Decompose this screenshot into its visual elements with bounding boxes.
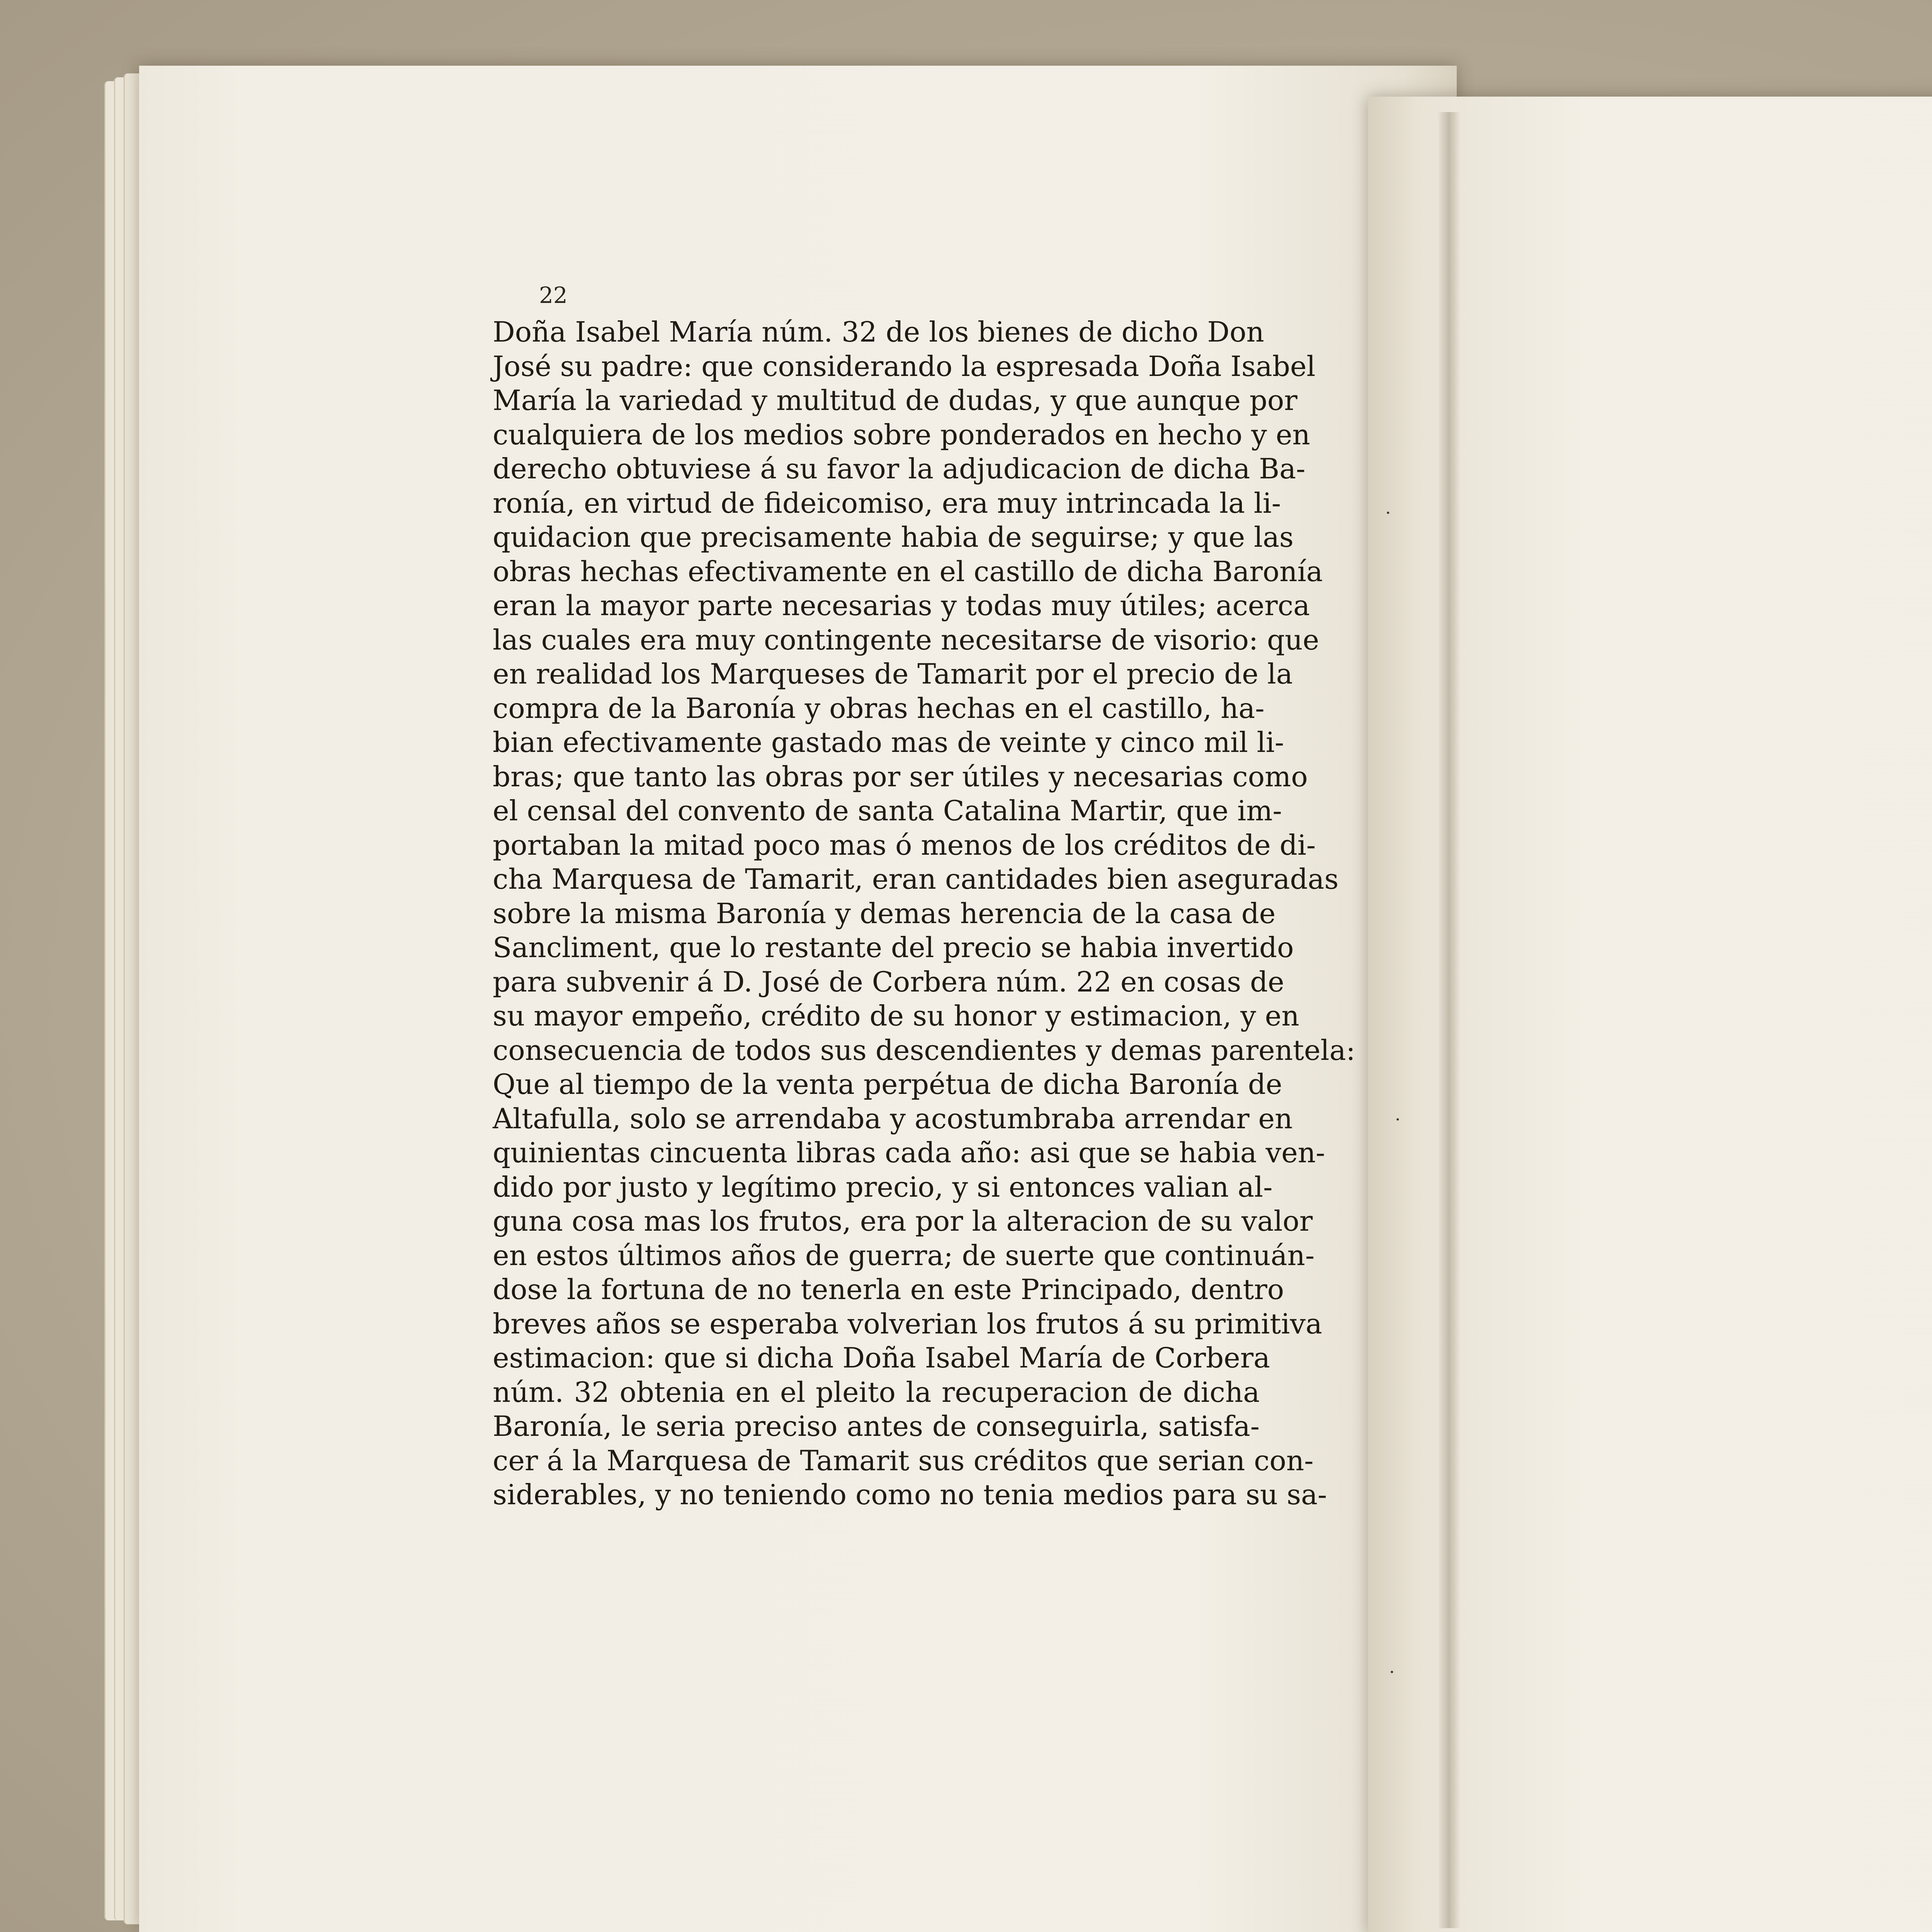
margin-mark: · — [1395, 1109, 1401, 1130]
text-line: Sancliment, que lo restante del precio se habia invertido — [493, 931, 1294, 964]
text-line: su mayor empeño, crédito de su honor y estimacion, y en — [493, 1000, 1299, 1032]
text-line: bras; que tanto las obras por ser útiles y necesarias como — [493, 760, 1308, 793]
text-line: estimacion: que si dicha Doña Isabel María de Corbera — [493, 1342, 1270, 1374]
text-line: portaban la mitad poco mas ó menos de los créditos de di- — [493, 828, 1316, 861]
text-line: núm. 32 obtenia en el pleito la recuperacion de dicha — [493, 1376, 1260, 1408]
text-line: cualquiera de los medios sobre ponderados en hecho y en — [493, 418, 1310, 451]
margin-mark: · — [1385, 502, 1391, 523]
left-page-body — [493, 315, 1355, 1512]
text-line: siderables, y no teniendo como no tenia medios para su sa- — [493, 1478, 1327, 1511]
text-line: para subvenir á D. José de Corbera núm. 22 en cosas de — [493, 965, 1284, 998]
text-line: obras hechas efectivamente en el castillo de dicha Baronía — [493, 555, 1323, 588]
text-line: breves años se esperaba volverian los frutos á su primitiva — [493, 1307, 1322, 1340]
text-line: dose la fortuna de no tenerla en este Principado, dentro — [493, 1273, 1284, 1306]
text-line: consecuencia de todos sus descendientes y demas parentela: — [493, 1034, 1355, 1066]
text-line: cer á la Marquesa de Tamarit sus créditos que serian con- — [493, 1444, 1314, 1477]
text-line: compra de la Baronía y obras hechas en el castillo, ha- — [493, 692, 1265, 724]
text-line: Doña Isabel María núm. 32 de los bienes de dicho Don — [493, 316, 1264, 348]
text-line: María la variedad y multitud de dudas, y que aunque por — [493, 384, 1298, 417]
text-line: derecho obtuviese á su favor la adjudicacion de dicha Ba- — [493, 452, 1306, 485]
left-page — [139, 66, 1457, 1932]
text-line: Baronía, le seria preciso antes de conseguirla, satisfa- — [493, 1410, 1260, 1442]
text-line: quinientas cincuenta libras cada año: asi que se habia ven- — [493, 1136, 1325, 1169]
text-line: guna cosa mas los frutos, era por la alteracion de su valor — [493, 1205, 1313, 1237]
text-line: ronía, en virtud de fideicomiso, era muy intrincada la li- — [493, 486, 1281, 519]
book-gutter — [1437, 112, 1461, 1928]
open-book — [97, 58, 1932, 1932]
text-line: en estos últimos años de guerra; de suerte que continuán- — [493, 1239, 1315, 1272]
text-line: quidacion que precisamente habia de seguirse; y que las — [493, 521, 1294, 553]
text-line: dido por justo y legítimo precio, y si entonces valian al- — [493, 1170, 1273, 1203]
text-line: cha Marquesa de Tamarit, eran cantidades bien aseguradas — [493, 863, 1339, 895]
text-line: Que al tiempo de la venta perpétua de dicha Baronía de — [493, 1068, 1282, 1100]
margin-mark: · — [1389, 1662, 1395, 1682]
text-line: Altafulla, solo se arrendaba y acostumbraba arrendar en — [493, 1102, 1293, 1135]
text-line: el censal del convento de santa Catalina Martir, que im- — [493, 794, 1282, 827]
text-line: José su padre: que considerando la espresada Doña Isabel — [493, 350, 1316, 383]
text-line: eran la mayor parte necesarias y todas muy útiles; acerca — [493, 589, 1310, 622]
text-line: las cuales era muy contingente necesitarse de visorio: que — [493, 623, 1320, 656]
left-page-number: 22 — [539, 282, 568, 308]
text-line: bian efectivamente gastado mas de veinte y cinco mil li- — [493, 726, 1284, 759]
text-line: en realidad los Marqueses de Tamarit por el precio de la — [493, 658, 1293, 690]
text-line: sobre la misma Baronía y demas herencia de la casa de — [493, 897, 1276, 930]
